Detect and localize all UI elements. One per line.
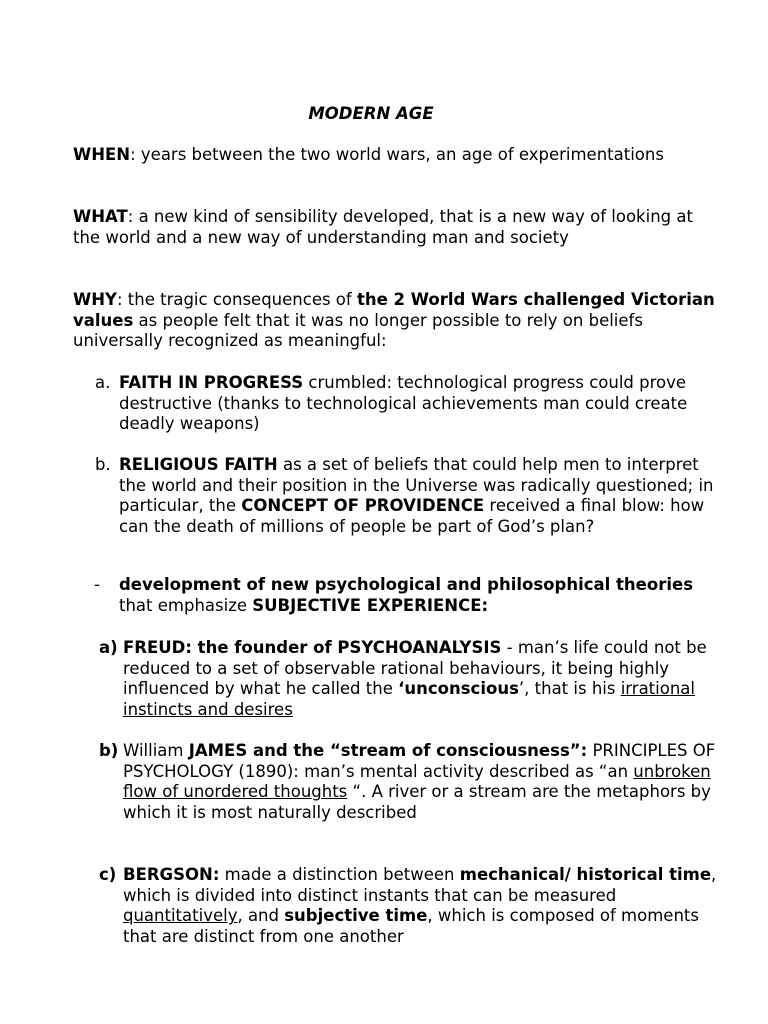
- dash-text: that emphasize: [119, 595, 253, 615]
- why-paragraph: [73, 290, 723, 352]
- list-item-theories: [94, 575, 719, 616]
- when-label: WHEN: [73, 145, 131, 164]
- list-item-faith-in-progress: [95, 373, 719, 435]
- dash-marker: -: [94, 575, 100, 594]
- bergson-bold-2: mechanical/ historical time: [459, 865, 712, 884]
- james-text-0: William: [123, 741, 189, 760]
- item-b-bold-1: RELIGIOUS FAITH: [119, 455, 278, 474]
- freud-text-2: ’, that is his: [518, 679, 621, 699]
- page-title: MODERN AGE: [308, 104, 434, 123]
- freud-underline: irrational instincts and desires: [123, 679, 695, 720]
- james-underline: unbroken flow of unordered thoughts: [123, 761, 711, 802]
- dash-bold-2: SUBJECTIVE EXPERIENCE:: [252, 595, 489, 615]
- james-text-2: “. A river or a stream are the metaphors by which it is most naturally described: [123, 782, 711, 823]
- freud-bold-2: ‘unconscious: [398, 679, 519, 699]
- what-paragraph: [73, 207, 723, 248]
- bergson-underline: quantitatively: [123, 906, 238, 926]
- bergson-text-3: , and: [237, 906, 285, 926]
- james-text-1: PRINCIPLES OF PSYCHOLOGY (1890): man’s mental activity described as “an: [123, 741, 716, 781]
- list-item-freud: [99, 638, 723, 721]
- bergson-bold-1: BERGSON:: [123, 865, 220, 884]
- item-b-text-1: as a set of beliefs that could help men to interpret the world and their position in the Universe was radically questioned; in particular, the: [119, 455, 714, 516]
- list-marker: a.: [95, 373, 111, 392]
- when-text: : years between the two world wars, an age of experimentations: [130, 145, 664, 164]
- item-b-bold-2: CONCEPT OF PROVIDENCE: [241, 496, 485, 516]
- item-a-text: crumbled: technological progress could prove destructive (thanks to technological achievements man could create deadly weapons): [119, 373, 688, 434]
- list-marker: a): [99, 638, 118, 657]
- bergson-text-4: , which is composed of moments that are distinct from one another: [123, 906, 699, 947]
- list-item-james: [99, 741, 723, 824]
- bergson-bold-3: subjective time: [284, 906, 428, 926]
- freud-bold-1: FREUD: the founder of PSYCHOANALYSIS: [123, 638, 502, 657]
- when-paragraph: [73, 145, 723, 166]
- list-marker: b): [99, 741, 119, 760]
- dash-bold-1: development of new psychological and philosophical theories: [119, 575, 694, 594]
- bergson-text-1: made a distinction between: [219, 865, 460, 884]
- item-a-bold: FAITH IN PROGRESS: [119, 373, 304, 392]
- list-item-bergson: [99, 865, 723, 948]
- what-text: : a new kind of sensibility developed, that is a new way of looking at the world and a new way of understanding man and society: [73, 207, 693, 247]
- what-label: WHAT: [73, 207, 128, 226]
- why-text-2: as people felt that it was no longer possible to rely on beliefs universally recognized as meaningful:: [73, 310, 643, 351]
- why-label: WHY: [73, 290, 117, 309]
- item-b-text-2: received a final blow: how can the death of millions of people be part of God’s plan?: [119, 496, 705, 537]
- why-bold: the 2 World Wars challenged Victorian values: [73, 290, 715, 330]
- list-marker: b.: [95, 455, 111, 474]
- list-marker: c): [99, 865, 117, 884]
- list-item-religious-faith: [95, 455, 719, 538]
- why-text-1: : the tragic consequences of: [116, 290, 357, 309]
- freud-text-1: - man’s life could not be reduced to a set of observable rational behaviours, it being highly influenced by what he called the: [123, 638, 707, 699]
- bergson-text-2: , which is divided into distinct instants that can be measured: [123, 865, 717, 905]
- james-bold: JAMES and the “stream of consciousness”:: [188, 741, 588, 760]
